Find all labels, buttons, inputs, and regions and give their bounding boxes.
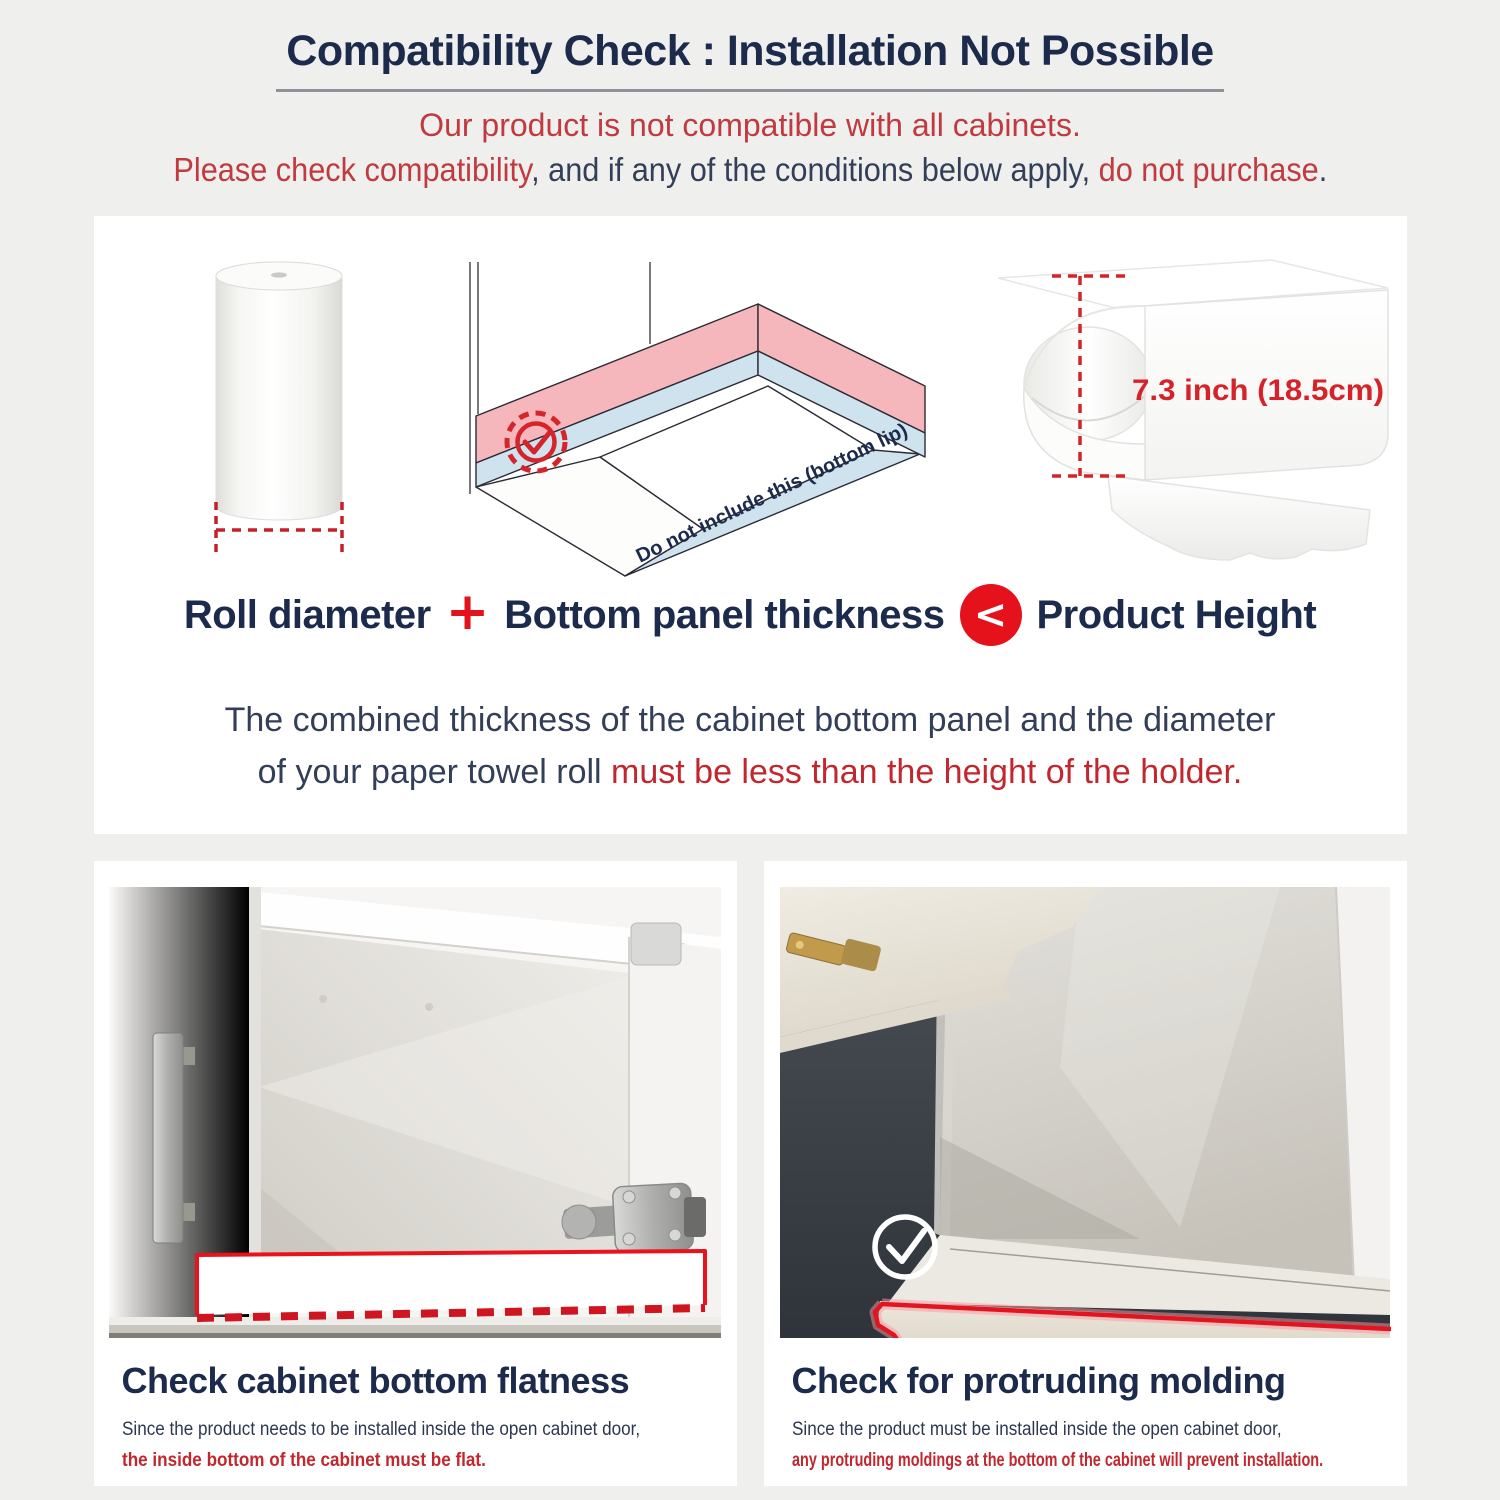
explanation-line2: of your paper towel roll must be less than the height of the holder. [257,753,1243,791]
formula-row [94,584,1407,646]
bottom-lip-note: Do not include this (bottom lip) [632,420,909,568]
page-title: Compatibility Check : Installation Not Possible [276,26,1223,92]
roll-diameter-label: Roll diameter [183,592,431,637]
notice-red-part2: do not purchase [1098,151,1319,188]
card-description: Since the product needs to be installed inside the open cabinet door, the inside bottom of the cabinet must be flat. [121,1419,640,1471]
notice-dark-part1: , and if any of the conditions below apply, [530,151,1099,188]
notice-red-part1: Please check compatibility [173,151,531,188]
cabinet-interior-photo [109,887,721,1338]
holder-height-illustration [940,248,1400,583]
plus-icon: + [445,582,490,642]
card-protruding-molding [764,861,1407,1486]
notice-dark-part2: . [1318,151,1327,188]
explanation-line1: The combined thickness of the cabinet bottom panel and the diameter [224,701,1276,739]
molding-photo [779,887,1391,1338]
less-than-icon: < [960,584,1022,646]
product-height-label: Product Height [1036,592,1317,637]
flat-bottom-highlight [197,1251,705,1318]
header [0,0,1500,190]
check-cards [94,861,1407,1486]
card-description: Since the product must be installed inside the open cabinet door, any protruding moldings at the bottom of the cabinet will prevent installation. [791,1419,1323,1471]
notice-line [0,150,1500,190]
paper-roll-illustration [184,244,414,579]
card-heading: Check for protruding molding [791,1360,1286,1401]
cabinet-bottom-diagram [428,256,928,591]
bottom-panel-thickness-label: Bottom panel thickness [504,592,945,637]
compatibility-panel [94,216,1407,834]
height-value-label: 7.3 inch (18.5cm) [1131,374,1384,407]
explanation-text [94,694,1407,798]
card-bottom-flatness [94,861,737,1486]
card-heading: Check cabinet bottom flatness [121,1360,630,1401]
subtitle-warning: Our product is not compatible with all cabinets. [419,107,1081,143]
